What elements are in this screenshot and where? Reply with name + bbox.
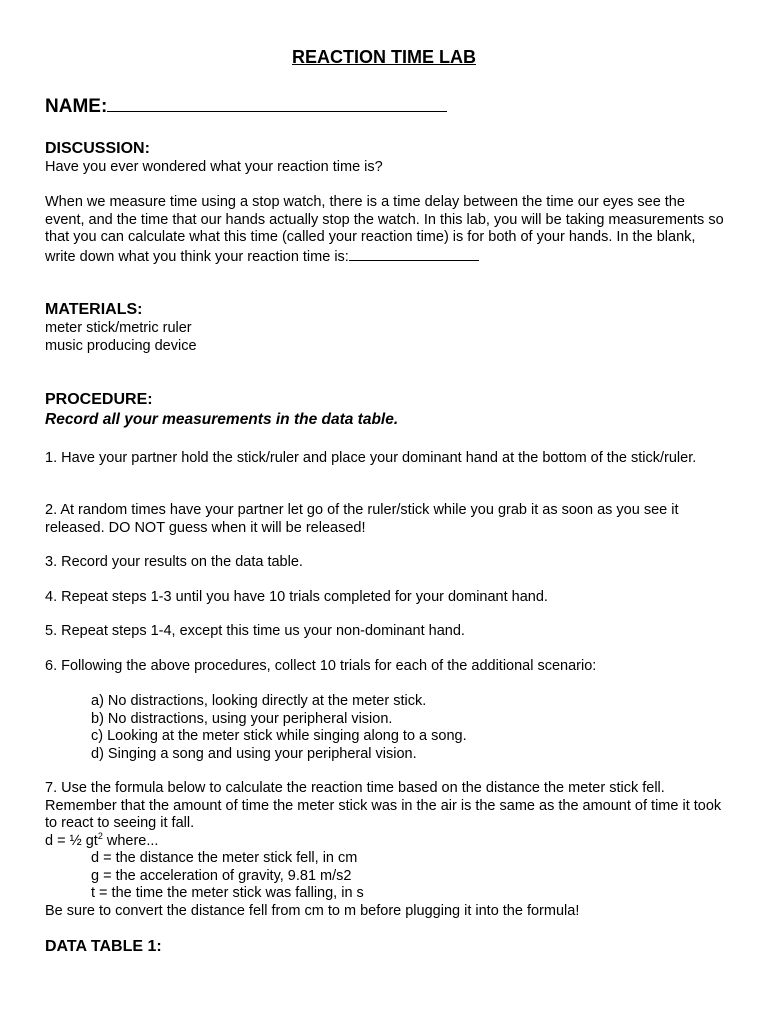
formula-prefix: d = ½ gt <box>45 832 98 849</box>
formula <box>45 830 725 851</box>
discussion-paragraph <box>45 194 725 266</box>
reaction-time-guess-blank[interactable] <box>349 247 479 261</box>
procedure-section <box>45 390 725 430</box>
name-label: NAME: <box>45 96 108 117</box>
discussion-section <box>45 139 725 177</box>
materials-section <box>45 300 725 355</box>
step-text: 7. Use the formula below to calculate the reaction time based on the distance the meter stick fell. Remember that the amount of time the meter stick was in the air is the same as the amount of time it took to react to seeing it fall. <box>45 780 722 831</box>
procedure-step-2 <box>45 502 725 537</box>
procedure-step-6 <box>45 658 725 676</box>
page-title: REACTION TIME LAB <box>292 47 476 67</box>
scenario-item: c) Looking at the meter stick while singing along to a song. <box>91 728 467 744</box>
step-text: 3. Record your results on the data table. <box>45 554 303 570</box>
procedure-instruction: Record all your measurements in the data table. <box>45 411 399 428</box>
step-text: 2. At random times have your partner let go of the ruler/stick while you grab it as soon as you see it released. DO NOT guess when it will be released! <box>45 502 679 536</box>
procedure-step-1 <box>45 450 725 468</box>
formula-variable: g = the acceleration of gravity, 9.81 m/s2 <box>91 867 352 884</box>
discussion-heading: DISCUSSION: <box>45 140 150 157</box>
procedure-step-5 <box>45 623 725 641</box>
scenario-item: a) No distractions, looking directly at the meter stick. <box>91 693 427 709</box>
scenario-list <box>45 693 725 763</box>
discussion-paragraph-block <box>45 194 725 266</box>
materials-heading: MATERIALS: <box>45 301 143 318</box>
conversion-reminder: Be sure to convert the distance fell from cm to m before plugging it into the formula! <box>45 902 580 919</box>
scenario-item: d) Singing a song and using your peripheral vision. <box>91 745 417 762</box>
procedure-step-4 <box>45 589 725 607</box>
discussion-question: Have you ever wondered what your reaction time is? <box>45 159 383 175</box>
procedure-heading: PROCEDURE: <box>45 391 153 408</box>
step-text: 6. Following the above procedures, collect 10 trials for each of the additional scenario: <box>45 658 597 674</box>
name-field <box>45 93 725 119</box>
step-text: 1. Have your partner hold the stick/ruler and place your dominant hand at the bottom of the stick/ruler. <box>45 450 697 466</box>
discussion-paragraph-text: When we measure time using a stop watch, there is a time delay between the time our eyes see the event, and the time that our hands actually stop the watch. In this lab, you will be taking measurements so that you can calculate what this time (called your reaction time) is for both of your hands. In the blank, write down what you think your reaction time is: <box>45 194 724 265</box>
formula-suffix: where... <box>102 832 159 849</box>
procedure-step-3 <box>45 554 725 572</box>
step-text: 5. Repeat steps 1-4, except this time us your non-dominant hand. <box>45 623 465 639</box>
formula-exponent: 2 <box>97 830 103 841</box>
materials-item: music producing device <box>45 337 197 354</box>
data-table-heading: DATA TABLE 1: <box>45 938 162 955</box>
name-blank-line[interactable] <box>107 93 447 112</box>
formula-variable: d = the distance the meter stick fell, in cm <box>91 850 358 866</box>
formula-variable: t = the time the meter stick was falling, in s <box>91 885 364 901</box>
step-text: 4. Repeat steps 1-3 until you have 10 trials completed for your dominant hand. <box>45 589 548 605</box>
scenario-item: b) No distractions, using your peripheral vision. <box>91 710 393 727</box>
procedure-step-7 <box>45 780 725 920</box>
materials-item: meter stick/metric ruler <box>45 320 192 336</box>
